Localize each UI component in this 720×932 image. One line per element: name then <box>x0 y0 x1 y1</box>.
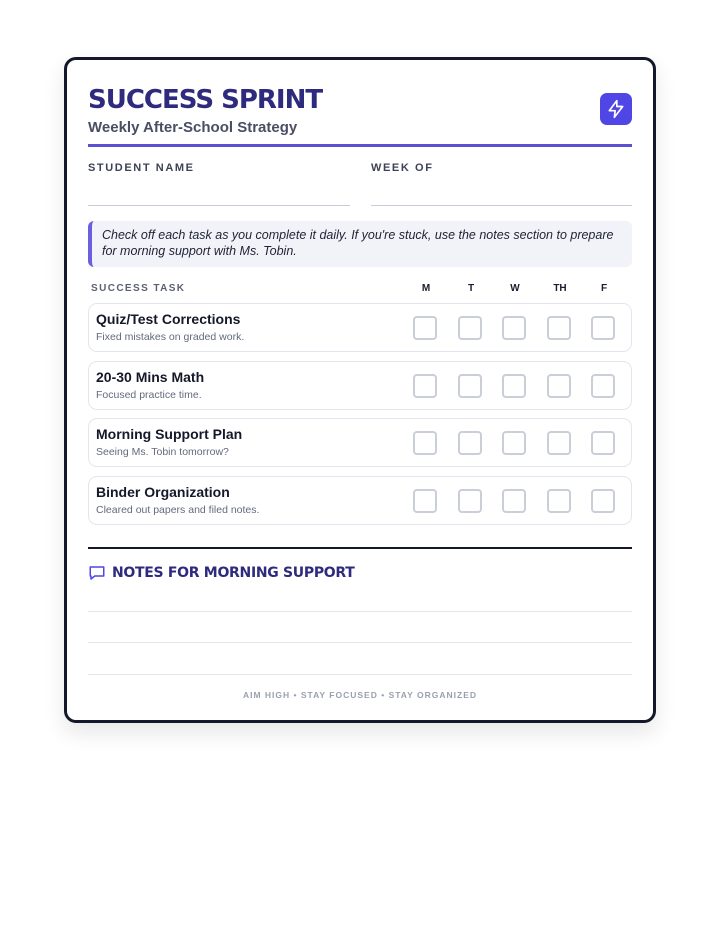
checkbox-thu[interactable] <box>547 489 571 513</box>
day-header-mon: M <box>421 283 431 294</box>
day-header-tue: T <box>467 283 475 294</box>
week-of-label: WEEK OF <box>371 162 434 174</box>
task-description: Fixed mistakes on graded work. <box>96 331 245 343</box>
task-row <box>88 476 632 525</box>
header-divider <box>88 144 632 147</box>
week-of-field[interactable] <box>371 205 632 206</box>
worksheet-card <box>64 57 656 723</box>
task-description: Cleared out papers and filed notes. <box>96 504 260 516</box>
checkbox-tue[interactable] <box>458 374 482 398</box>
day-header-thu: TH <box>553 283 567 294</box>
page-subtitle: Weekly After-School Strategy <box>88 119 298 136</box>
task-description: Seeing Ms. Tobin tomorrow? <box>96 446 229 458</box>
task-name: Morning Support Plan <box>96 426 243 442</box>
worksheet-content <box>88 60 632 720</box>
checkbox-thu[interactable] <box>547 431 571 455</box>
checkbox-fri[interactable] <box>591 316 615 340</box>
checkbox-mon[interactable] <box>413 316 437 340</box>
day-header-fri: F <box>600 283 608 294</box>
checkbox-tue[interactable] <box>458 489 482 513</box>
notes-divider <box>88 547 632 549</box>
checkbox-thu[interactable] <box>547 316 571 340</box>
checkbox-thu[interactable] <box>547 374 571 398</box>
checkbox-wed[interactable] <box>502 316 526 340</box>
task-name: Quiz/Test Corrections <box>96 311 241 327</box>
task-row <box>88 361 632 410</box>
task-row <box>88 303 632 352</box>
checkbox-wed[interactable] <box>502 489 526 513</box>
note-line[interactable] <box>88 642 632 643</box>
page-title: SUCCESS SPRINT <box>88 85 323 115</box>
note-line[interactable] <box>88 611 632 612</box>
checkbox-fri[interactable] <box>591 374 615 398</box>
student-name-label: STUDENT NAME <box>88 162 195 174</box>
checkbox-wed[interactable] <box>502 374 526 398</box>
checkbox-wed[interactable] <box>502 431 526 455</box>
checkbox-mon[interactable] <box>413 374 437 398</box>
checkbox-fri[interactable] <box>591 431 615 455</box>
task-name: 20-30 Mins Math <box>96 369 205 385</box>
task-description: Focused practice time. <box>96 389 202 401</box>
instructions-callout: Check off each task as you complete it daily. If you're stuck, use the notes section to prepare for morning support with Ms. Tobin. <box>88 221 632 267</box>
task-name: Binder Organization <box>96 484 230 500</box>
checkbox-fri[interactable] <box>591 489 615 513</box>
day-header-wed: W <box>510 283 520 294</box>
student-name-field[interactable] <box>88 205 350 206</box>
checkbox-mon[interactable] <box>413 431 437 455</box>
checkbox-tue[interactable] <box>458 431 482 455</box>
footer-motto: AIM HIGH • STAY FOCUSED • STAY ORGANIZED <box>242 690 478 700</box>
notes-heading: NOTES FOR MORNING SUPPORT <box>112 565 355 581</box>
task-column-header: SUCCESS TASK <box>91 283 186 294</box>
checkbox-mon[interactable] <box>413 489 437 513</box>
checkbox-tue[interactable] <box>458 316 482 340</box>
chat-bubble-icon <box>88 564 106 582</box>
task-row <box>88 418 632 467</box>
lightning-bolt-icon <box>600 93 632 125</box>
note-line[interactable] <box>88 674 632 675</box>
